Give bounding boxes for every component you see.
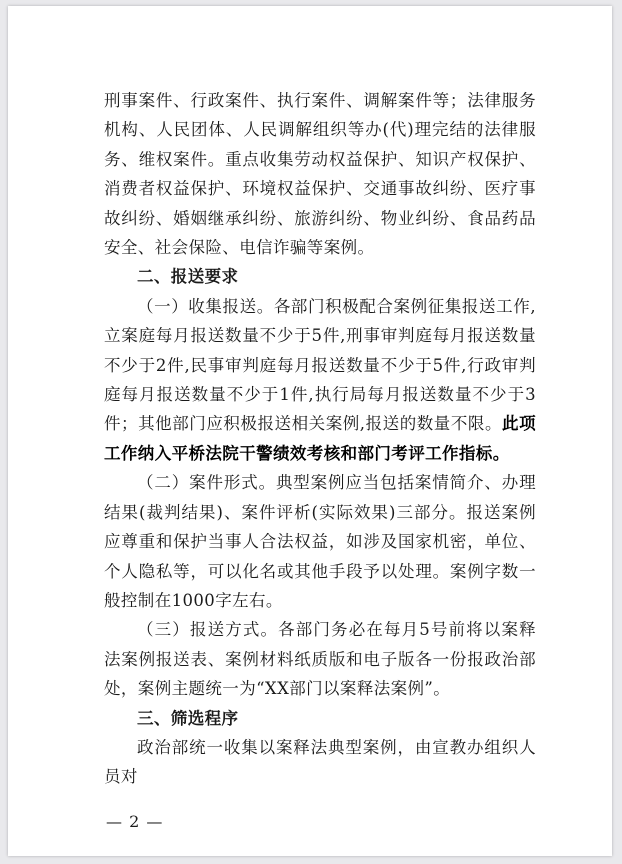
document-page [8, 6, 612, 856]
item-collection-emphasis: 此项工作纳入平桥法院干警绩效考核和部门考评工作指标。 [104, 414, 536, 463]
document-body [104, 86, 536, 792]
item-collection-text: （一）收集报送。各部门积极配合案例征集报送工作,立案庭每月报送数量不少于5件,刑事审判庭每月报送数量不少于2件,民事审判庭每月报送数量不少于5件,行政审判庭每月报送数量不少于1件,执行局每月报送数量不少于3件；其他部门应积极报送相关案例,报送的数量不限。 [104, 296, 536, 434]
item-collection-reporting [104, 292, 536, 468]
intro-paragraph: 刑事案件、行政案件、执行案件、调解案件等；法律服务机构、人民团体、人民调解组织等办(代)理完结的法律服务、维权案件。重点收集劳动权益保护、知识产权保护、消费者权益保护、环境权益保护、交通事故纠纷、医疗事故纠纷、婚姻继承纠纷、旅游纠纷、物业纠纷、食品药品安全、社会保险、电信诈骗等案例。 [104, 91, 536, 258]
page-number: — 2 — [106, 812, 164, 831]
item-reporting-method: （三）报送方式。各部门务必在每月5号前将以案释法案例报送表、案例材料纸质版和电子版各一份报政治部处，案例主题统一为“XX部门以案释法案例”。 [104, 620, 536, 699]
screening-procedure-paragraph: 政治部统一收集以案释法典型案例，由宣教办组织人员对 [104, 737, 536, 787]
section-heading-reporting-requirements: 二、报送要求 [137, 267, 239, 287]
item-case-format: （二）案件形式。典型案例应当包括案情简介、办理结果(裁判结果)、案件评析(实际效果)三部分。报送案例应尊重和保护当事人合法权益，如涉及国家机密，单位、个人隐私等，可以化名或其他手段予以处理。案例字数一般控制在1000字左右。 [104, 473, 536, 610]
section-heading-screening-procedure: 三、筛选程序 [137, 708, 239, 728]
